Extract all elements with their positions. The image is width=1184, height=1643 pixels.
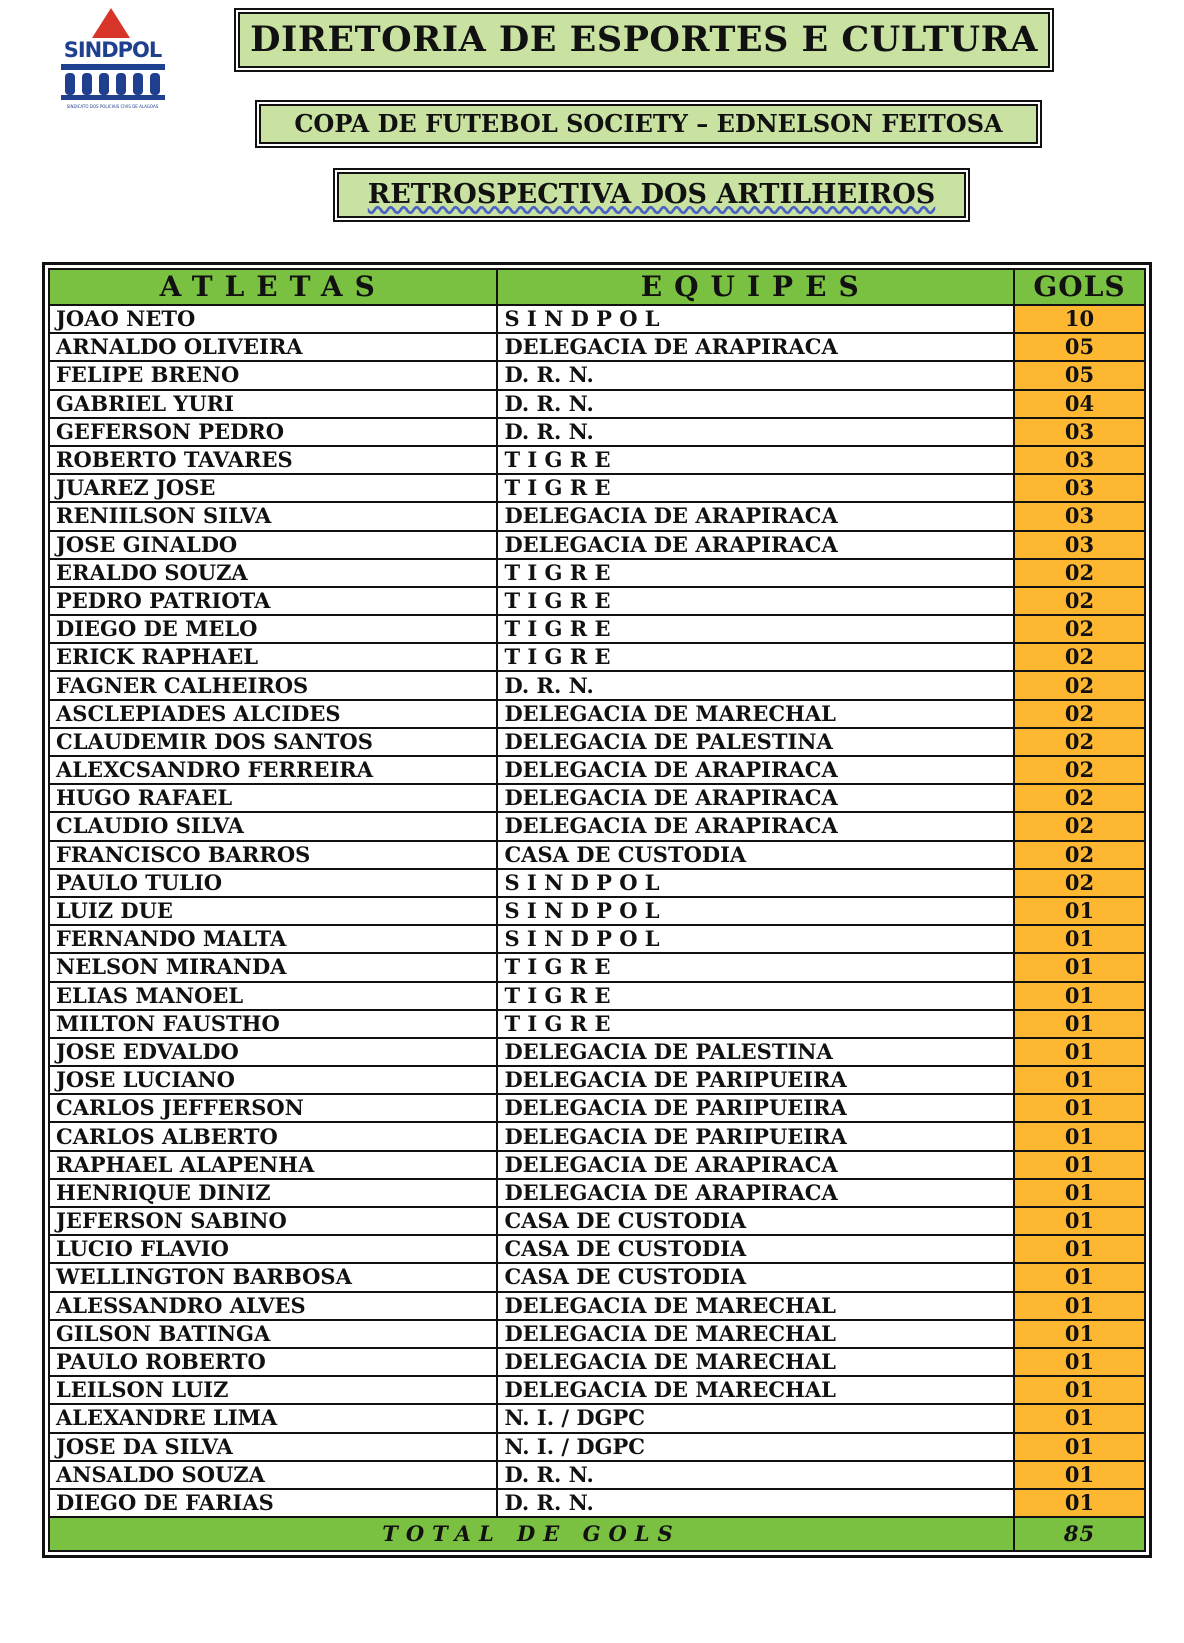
goals-cell: 02 [1014, 841, 1145, 869]
table-row [49, 841, 1145, 869]
team-cell: D. R. N. [497, 361, 1014, 389]
team-cell: T I G R E [497, 474, 1014, 502]
sindpol-logo [55, 8, 170, 108]
table-row [49, 1179, 1145, 1207]
goals-cell: 02 [1014, 756, 1145, 784]
page-subtitle: COPA DE FUTEBOL SOCIETY – EDNELSON FEITOSA [259, 104, 1038, 144]
table-row [49, 559, 1145, 587]
table-row [49, 1235, 1145, 1263]
team-cell: DELEGACIA DE MARECHAL [497, 1292, 1014, 1320]
goals-cell: 01 [1014, 1094, 1145, 1122]
athlete-cell: JUAREZ JOSE [49, 474, 497, 502]
team-cell: D. R. N. [497, 418, 1014, 446]
athlete-cell: GILSON BATINGA [49, 1320, 497, 1348]
team-cell: CASA DE CUSTODIA [497, 1235, 1014, 1263]
athlete-cell: JOSE EDVALDO [49, 1038, 497, 1066]
team-cell: D. R. N. [497, 390, 1014, 418]
athlete-cell: FAGNER CALHEIROS [49, 671, 497, 699]
team-cell: DELEGACIA DE PARIPUEIRA [497, 1066, 1014, 1094]
team-cell: DELEGACIA DE MARECHAL [497, 1376, 1014, 1404]
goals-cell: 02 [1014, 671, 1145, 699]
scorers-table [48, 268, 1146, 1552]
goals-cell: 01 [1014, 953, 1145, 981]
goals-cell: 01 [1014, 1263, 1145, 1291]
goals-cell: 04 [1014, 390, 1145, 418]
goals-cell: 03 [1014, 502, 1145, 530]
logo-triangle-icon [92, 8, 130, 38]
athlete-cell: DIEGO DE MELO [49, 615, 497, 643]
goals-cell: 10 [1014, 305, 1145, 333]
athlete-cell: LEILSON LUIZ [49, 1376, 497, 1404]
athlete-cell: RENIILSON SILVA [49, 502, 497, 530]
goals-cell: 01 [1014, 1122, 1145, 1150]
goals-cell: 01 [1014, 1404, 1145, 1432]
team-cell: DELEGACIA DE ARAPIRACA [497, 784, 1014, 812]
section-title-text: RETROSPECTIVA DOS ARTILHEIROS [367, 179, 936, 210]
table-row [49, 474, 1145, 502]
table-row [49, 756, 1145, 784]
logo-columns-icon [61, 64, 165, 100]
athlete-cell: JOAO NETO [49, 305, 497, 333]
column-header-atletas: ATLETAS [49, 269, 497, 305]
athlete-cell: PEDRO PATRIOTA [49, 587, 497, 615]
team-cell: DELEGACIA DE ARAPIRACA [497, 1179, 1014, 1207]
goals-cell: 01 [1014, 1010, 1145, 1038]
table-row [49, 333, 1145, 361]
goals-cell: 01 [1014, 1179, 1145, 1207]
section-title [337, 172, 966, 218]
table-row [49, 1010, 1145, 1038]
table-row [49, 869, 1145, 897]
athlete-cell: FERNANDO MALTA [49, 925, 497, 953]
team-cell: CASA DE CUSTODIA [497, 1263, 1014, 1291]
athlete-cell: JOSE LUCIANO [49, 1066, 497, 1094]
team-cell: DELEGACIA DE MARECHAL [497, 1320, 1014, 1348]
athlete-cell: GEFERSON PEDRO [49, 418, 497, 446]
goals-cell: 02 [1014, 559, 1145, 587]
athlete-cell: LUIZ DUE [49, 897, 497, 925]
table-body [49, 305, 1145, 1517]
goals-cell: 01 [1014, 1348, 1145, 1376]
team-cell: DELEGACIA DE ARAPIRACA [497, 531, 1014, 559]
team-cell: DELEGACIA DE ARAPIRACA [497, 812, 1014, 840]
table-row [49, 1292, 1145, 1320]
table-row [49, 784, 1145, 812]
athlete-cell: CLAUDEMIR DOS SANTOS [49, 728, 497, 756]
team-cell: D. R. N. [497, 1489, 1014, 1517]
table-row [49, 1066, 1145, 1094]
team-cell: T I G R E [497, 1010, 1014, 1038]
athlete-cell: WELLINGTON BARBOSA [49, 1263, 497, 1291]
team-cell: N. I. / DGPC [497, 1433, 1014, 1461]
athlete-cell: JOSE GINALDO [49, 531, 497, 559]
total-row [49, 1517, 1145, 1551]
table-row [49, 1489, 1145, 1517]
goals-cell: 01 [1014, 1320, 1145, 1348]
team-cell: DELEGACIA DE ARAPIRACA [497, 333, 1014, 361]
team-cell: DELEGACIA DE MARECHAL [497, 700, 1014, 728]
table-row [49, 1404, 1145, 1432]
goals-cell: 01 [1014, 897, 1145, 925]
team-cell: T I G R E [497, 982, 1014, 1010]
goals-cell: 03 [1014, 418, 1145, 446]
goals-cell: 03 [1014, 474, 1145, 502]
total-label: TOTAL DE GOLS [49, 1517, 1014, 1551]
table-row [49, 1320, 1145, 1348]
column-header-equipes: EQUIPES [497, 269, 1014, 305]
table-row [49, 1433, 1145, 1461]
athlete-cell: NELSON MIRANDA [49, 953, 497, 981]
scorers-table-frame [42, 262, 1152, 1558]
goals-cell: 01 [1014, 1376, 1145, 1404]
athlete-cell: RAPHAEL ALAPENHA [49, 1151, 497, 1179]
athlete-cell: FRANCISCO BARROS [49, 841, 497, 869]
athlete-cell: CLAUDIO SILVA [49, 812, 497, 840]
team-cell: DELEGACIA DE ARAPIRACA [497, 1151, 1014, 1179]
team-cell: DELEGACIA DE PARIPUEIRA [497, 1122, 1014, 1150]
table-row [49, 643, 1145, 671]
table-row [49, 1038, 1145, 1066]
logo-wordmark: SINDPOL [63, 38, 162, 62]
athlete-cell: JEFERSON SABINO [49, 1207, 497, 1235]
goals-cell: 03 [1014, 531, 1145, 559]
team-cell: DELEGACIA DE PARIPUEIRA [497, 1094, 1014, 1122]
athlete-cell: ALESSANDRO ALVES [49, 1292, 497, 1320]
athlete-cell: FELIPE BRENO [49, 361, 497, 389]
athlete-cell: ERALDO SOUZA [49, 559, 497, 587]
athlete-cell: ROBERTO TAVARES [49, 446, 497, 474]
team-cell: CASA DE CUSTODIA [497, 841, 1014, 869]
goals-cell: 01 [1014, 1433, 1145, 1461]
table-row [49, 1207, 1145, 1235]
table-row [49, 1151, 1145, 1179]
athlete-cell: MILTON FAUSTHO [49, 1010, 497, 1038]
athlete-cell: HUGO RAFAEL [49, 784, 497, 812]
goals-cell: 01 [1014, 1235, 1145, 1263]
table-row [49, 1376, 1145, 1404]
goals-cell: 01 [1014, 1461, 1145, 1489]
goals-cell: 01 [1014, 925, 1145, 953]
table-row [49, 361, 1145, 389]
column-header-gols: GOLS [1014, 269, 1145, 305]
athlete-cell: CARLOS ALBERTO [49, 1122, 497, 1150]
goals-cell: 02 [1014, 643, 1145, 671]
team-cell: S I N D P O L [497, 305, 1014, 333]
team-cell: DELEGACIA DE ARAPIRACA [497, 756, 1014, 784]
athlete-cell: PAULO ROBERTO [49, 1348, 497, 1376]
athlete-cell: ANSALDO SOUZA [49, 1461, 497, 1489]
table-row [49, 700, 1145, 728]
team-cell: D. R. N. [497, 1461, 1014, 1489]
athlete-cell: JOSE DA SILVA [49, 1433, 497, 1461]
athlete-cell: LUCIO FLAVIO [49, 1235, 497, 1263]
table-row [49, 1094, 1145, 1122]
goals-cell: 05 [1014, 361, 1145, 389]
table-row [49, 953, 1145, 981]
team-cell: T I G R E [497, 615, 1014, 643]
table-row [49, 531, 1145, 559]
goals-cell: 02 [1014, 812, 1145, 840]
athlete-cell: ELIAS MANOEL [49, 982, 497, 1010]
table-row [49, 897, 1145, 925]
table-row [49, 671, 1145, 699]
goals-cell: 01 [1014, 1207, 1145, 1235]
goals-cell: 05 [1014, 333, 1145, 361]
team-cell: T I G R E [497, 587, 1014, 615]
team-cell: N. I. / DGPC [497, 1404, 1014, 1432]
goals-cell: 03 [1014, 446, 1145, 474]
goals-cell: 01 [1014, 1489, 1145, 1517]
goals-cell: 01 [1014, 1066, 1145, 1094]
table-row [49, 812, 1145, 840]
athlete-cell: ALEXCSANDRO FERREIRA [49, 756, 497, 784]
goals-cell: 02 [1014, 869, 1145, 897]
team-cell: S I N D P O L [497, 869, 1014, 897]
team-cell: DELEGACIA DE PALESTINA [497, 1038, 1014, 1066]
team-cell: DELEGACIA DE MARECHAL [497, 1348, 1014, 1376]
team-cell: DELEGACIA DE ARAPIRACA [497, 502, 1014, 530]
goals-cell: 01 [1014, 1038, 1145, 1066]
athlete-cell: CARLOS JEFFERSON [49, 1094, 497, 1122]
table-row [49, 446, 1145, 474]
team-cell: T I G R E [497, 643, 1014, 671]
table-row [49, 728, 1145, 756]
table-row [49, 1348, 1145, 1376]
athlete-cell: DIEGO DE FARIAS [49, 1489, 497, 1517]
goals-cell: 01 [1014, 1151, 1145, 1179]
goals-cell: 02 [1014, 587, 1145, 615]
athlete-cell: HENRIQUE DINIZ [49, 1179, 497, 1207]
team-cell: D. R. N. [497, 671, 1014, 699]
team-cell: DELEGACIA DE PALESTINA [497, 728, 1014, 756]
table-row [49, 615, 1145, 643]
table-row [49, 587, 1145, 615]
athlete-cell: PAULO TULIO [49, 869, 497, 897]
team-cell: S I N D P O L [497, 925, 1014, 953]
team-cell: T I G R E [497, 559, 1014, 587]
total-value: 85 [1014, 1517, 1145, 1551]
goals-cell: 01 [1014, 982, 1145, 1010]
athlete-cell: ALEXANDRE LIMA [49, 1404, 497, 1432]
table-header-row [49, 269, 1145, 305]
goals-cell: 01 [1014, 1292, 1145, 1320]
team-cell: T I G R E [497, 446, 1014, 474]
table-row [49, 925, 1145, 953]
athlete-cell: ASCLEPIADES ALCIDES [49, 700, 497, 728]
page-title: DIRETORIA DE ESPORTES E CULTURA [238, 12, 1050, 68]
athlete-cell: ERICK RAPHAEL [49, 643, 497, 671]
table-row [49, 390, 1145, 418]
goals-cell: 02 [1014, 700, 1145, 728]
athlete-cell: GABRIEL YURI [49, 390, 497, 418]
team-cell: T I G R E [497, 953, 1014, 981]
table-row [49, 1461, 1145, 1489]
team-cell: S I N D P O L [497, 897, 1014, 925]
team-cell: CASA DE CUSTODIA [497, 1207, 1014, 1235]
athlete-cell: ARNALDO OLIVEIRA [49, 333, 497, 361]
table-row [49, 502, 1145, 530]
table-row [49, 1263, 1145, 1291]
goals-cell: 02 [1014, 728, 1145, 756]
table-row [49, 982, 1145, 1010]
table-row [49, 305, 1145, 333]
table-row [49, 1122, 1145, 1150]
logo-tagline: SINDICATO DOS POLICIAIS CIVIS DE ALAGOAS [66, 104, 159, 109]
goals-cell: 02 [1014, 615, 1145, 643]
goals-cell: 02 [1014, 784, 1145, 812]
table-row [49, 418, 1145, 446]
